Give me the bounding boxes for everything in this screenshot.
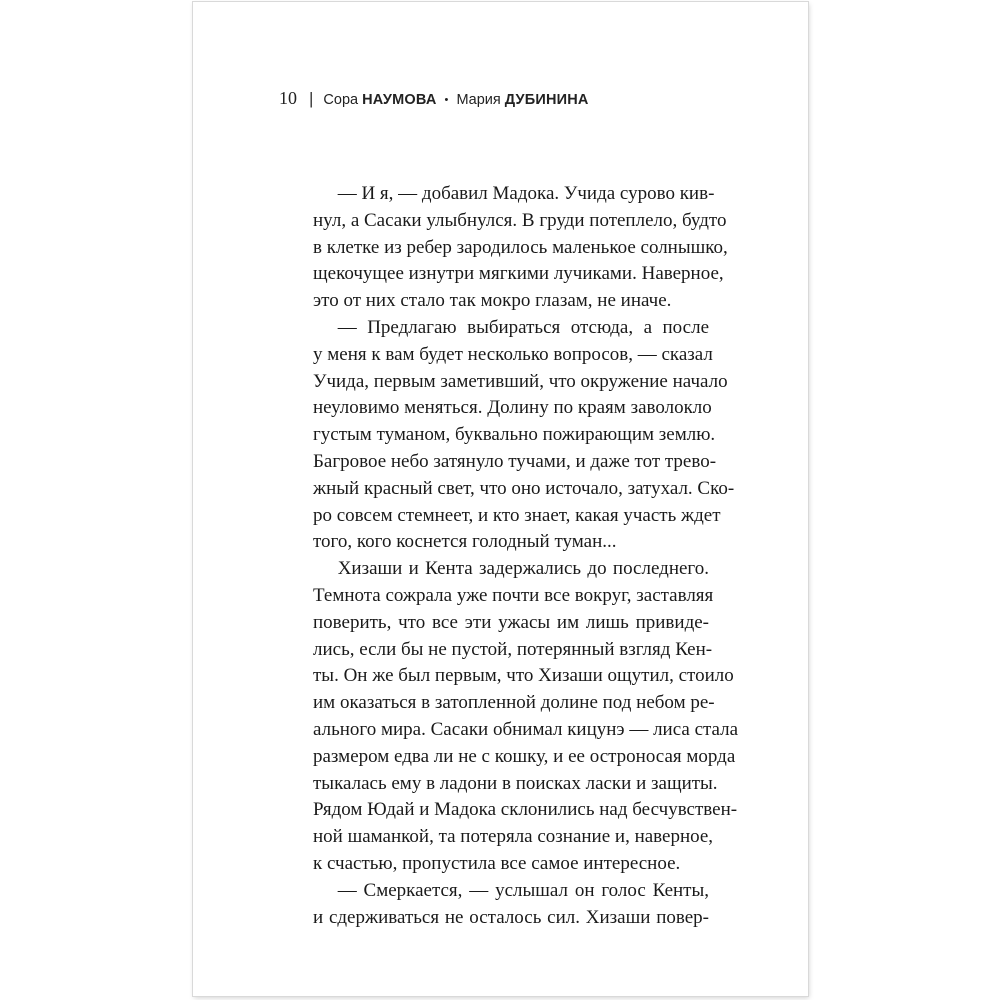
text-line: Рядом Юдай и Мадока склонились над бесчувствен- bbox=[313, 799, 738, 821]
text-line: ной шаманкой, та потеряла сознание и, наверное, bbox=[313, 826, 714, 848]
text-line: ты. Он же был первым, что Хизаши ощутил, стоило bbox=[313, 665, 734, 687]
text-line: Хизаши и Кента задержались до последнего. bbox=[337, 558, 709, 580]
text-line: Багровое небо затянуло тучами, и даже тот трево- bbox=[313, 450, 717, 472]
text-line: к счастью, пропустила все самое интересное. bbox=[313, 852, 681, 874]
author1-first-name: Сора bbox=[323, 92, 359, 108]
author-line bbox=[323, 92, 588, 108]
text-line: — И я, — добавил Мадока. Учида сурово кив- bbox=[337, 183, 715, 204]
page-number: 10 bbox=[279, 88, 297, 108]
text-line: того, кого коснется голодный туман... bbox=[313, 531, 617, 553]
author1-last-name: НАУМОВА bbox=[362, 92, 437, 108]
text-line: у меня к вам будет несколько вопросов, — сказал bbox=[313, 343, 713, 365]
text-line: Темнота сожрала уже почти все вокруг, заставляя bbox=[313, 584, 714, 606]
text-line: размером едва ли не с кошку, и ее остроносая морда bbox=[313, 745, 736, 767]
text-line: и сдерживаться не осталось сил. Хизаши повер- bbox=[313, 906, 709, 928]
text-line: — Предлагаю выбираться отсюда, а после bbox=[337, 316, 709, 338]
text-line: в клетке из ребер зародилось маленькое солнышко, bbox=[313, 236, 728, 258]
text-line: поверить, что все эти ужасы им лишь привиде- bbox=[313, 611, 709, 633]
text-line: неуловимо меняться. Долину по краям заволокло bbox=[313, 397, 712, 419]
header-separator: | bbox=[309, 89, 314, 108]
text-line: ро совсем стемнеет, и кто знает, какая участь ждет bbox=[313, 504, 721, 526]
author2-first-name: Мария bbox=[456, 92, 501, 108]
text-line: лись, если бы не пустой, потерянный взгляд Кен- bbox=[313, 638, 713, 660]
text-line: жный красный свет, что оно источало, затухал. Ско- bbox=[313, 477, 735, 499]
text-line: это от них стало так мокро глазам, не иначе. bbox=[313, 290, 672, 312]
author-dot-separator: • bbox=[444, 94, 449, 106]
book-page bbox=[193, 2, 808, 996]
running-head bbox=[279, 88, 589, 112]
text-line: густым туманом, буквально пожирающим землю. bbox=[313, 424, 716, 446]
text-line: ального мира. Сасаки обнимал кицунэ — лиса стала bbox=[313, 718, 739, 740]
author2-last-name: ДУБИНИНА bbox=[504, 92, 589, 108]
body-text bbox=[313, 181, 739, 931]
text-line: Учида, первым заметивший, что окружение начало bbox=[313, 370, 728, 392]
text-line: тыкалась ему в ладони в поисках ласки и защиты. bbox=[313, 772, 718, 794]
text-line: — Смеркается, — услышал он голос Кенты, bbox=[337, 879, 709, 901]
text-line: щекочущее изнутри мягкими лучиками. Наверное, bbox=[313, 263, 724, 285]
text-line: им оказаться в затопленной долине под небом ре- bbox=[313, 692, 715, 714]
text-line: нул, а Сасаки улыбнулся. В груди потеплело, будто bbox=[313, 209, 727, 231]
